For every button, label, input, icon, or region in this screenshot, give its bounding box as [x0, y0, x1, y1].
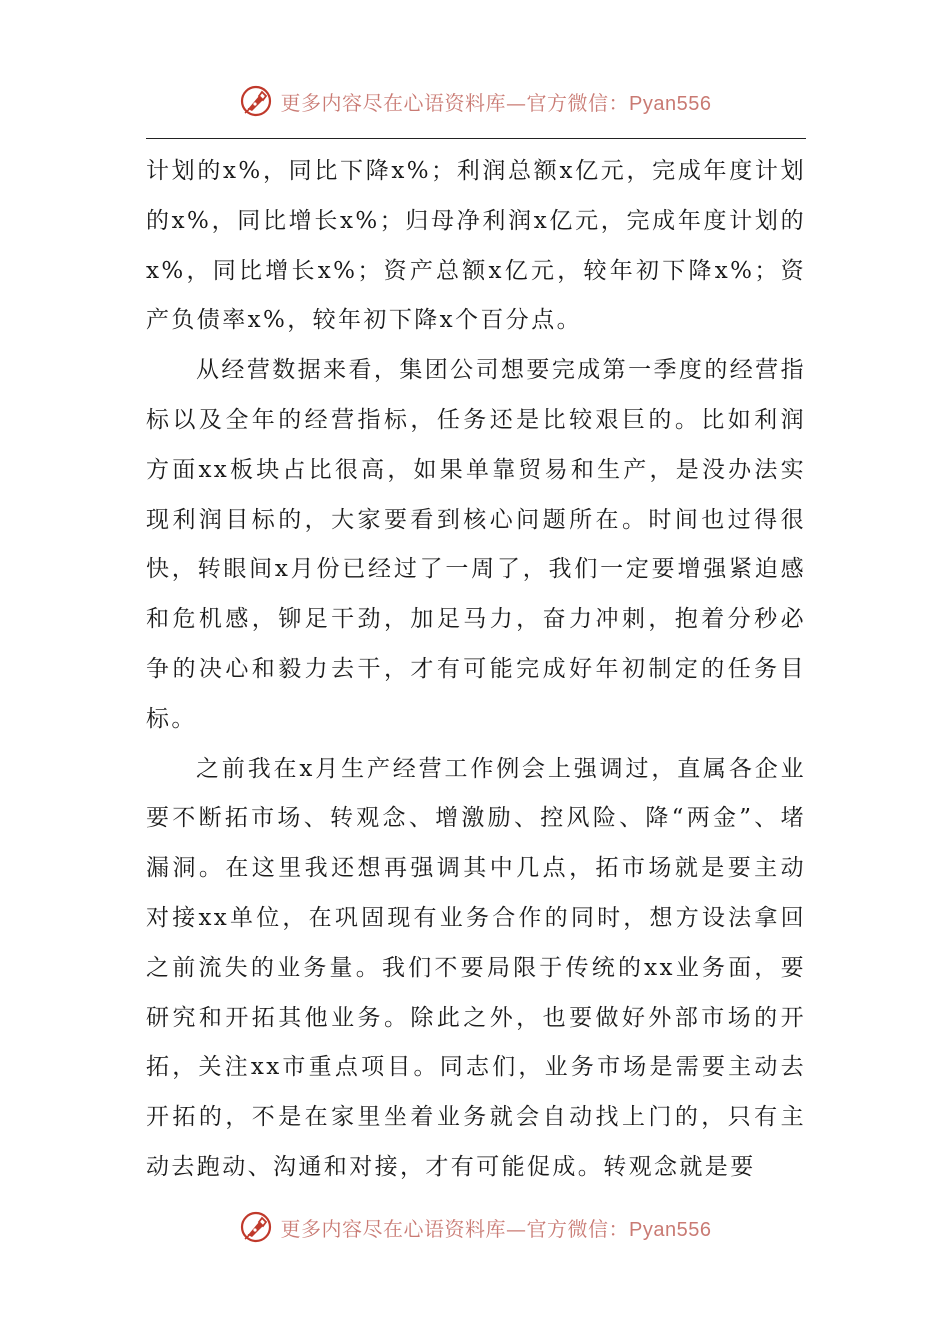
wechat-id: Pyan556	[629, 1218, 712, 1241]
wechat-id: Pyan556	[629, 92, 712, 115]
banner-text: 更多内容尽在心语资料库—官方微信：Pyan556	[280, 90, 712, 115]
header-divider	[146, 138, 806, 139]
paragraph-1: 计划的x%，同比下降x%；利润总额x亿元，完成年度计划的x%，同比增长x%；归母净利润x亿元，完成年度计划的x%，同比增长x%；资产总额x亿元，较年初下降x%；资产负债率x%，较年初下降x个百分点。	[146, 158, 806, 334]
pen-nib-logo-icon	[239, 84, 273, 118]
header-banner	[0, 84, 950, 118]
pen-nib-logo-icon	[239, 1210, 273, 1244]
paragraph-3: 之前我在x月生产经营工作例会上强调过，直属各企业要不断拓市场、转观念、增激励、控风险、降“两金”、堵漏洞。在这里我还想再强调其中几点，拓市场就是要主动对接xx单位，在巩固现有业务合作的同时，想方设法拿回之前流失的业务量。我们不要局限于传统的xx业务面，要研究和开拓其他业务。除此之外，也要做好外部市场的开拓，关注xx市重点项目。同志们，业务市场是需要主动去开拓的，不是在家里坐着业务就会自动找上门的，只有主动去跑动、沟通和对接，才有可能促成。转观念就是要	[146, 755, 806, 1180]
paragraph-2: 从经营数据来看，集团公司想要完成第一季度的经营指标以及全年的经营指标，任务还是比较艰巨的。比如利润方面xx板块占比很高，如果单靠贸易和生产，是没办法实现利润目标的，大家要看到核心问题所在。时间也过得很快，转眼间x月份已经过了一周了，我们一定要增强紧迫感和危机感，铆足干劲，加足马力，奋力冲刺，抱着分秒必争的决心和毅力去干，才有可能完成好年初制定的任务目标。	[146, 357, 806, 732]
banner-text: 更多内容尽在心语资料库—官方微信：Pyan556	[280, 1216, 712, 1241]
footer-banner	[0, 1210, 950, 1244]
document-body	[146, 147, 806, 1193]
